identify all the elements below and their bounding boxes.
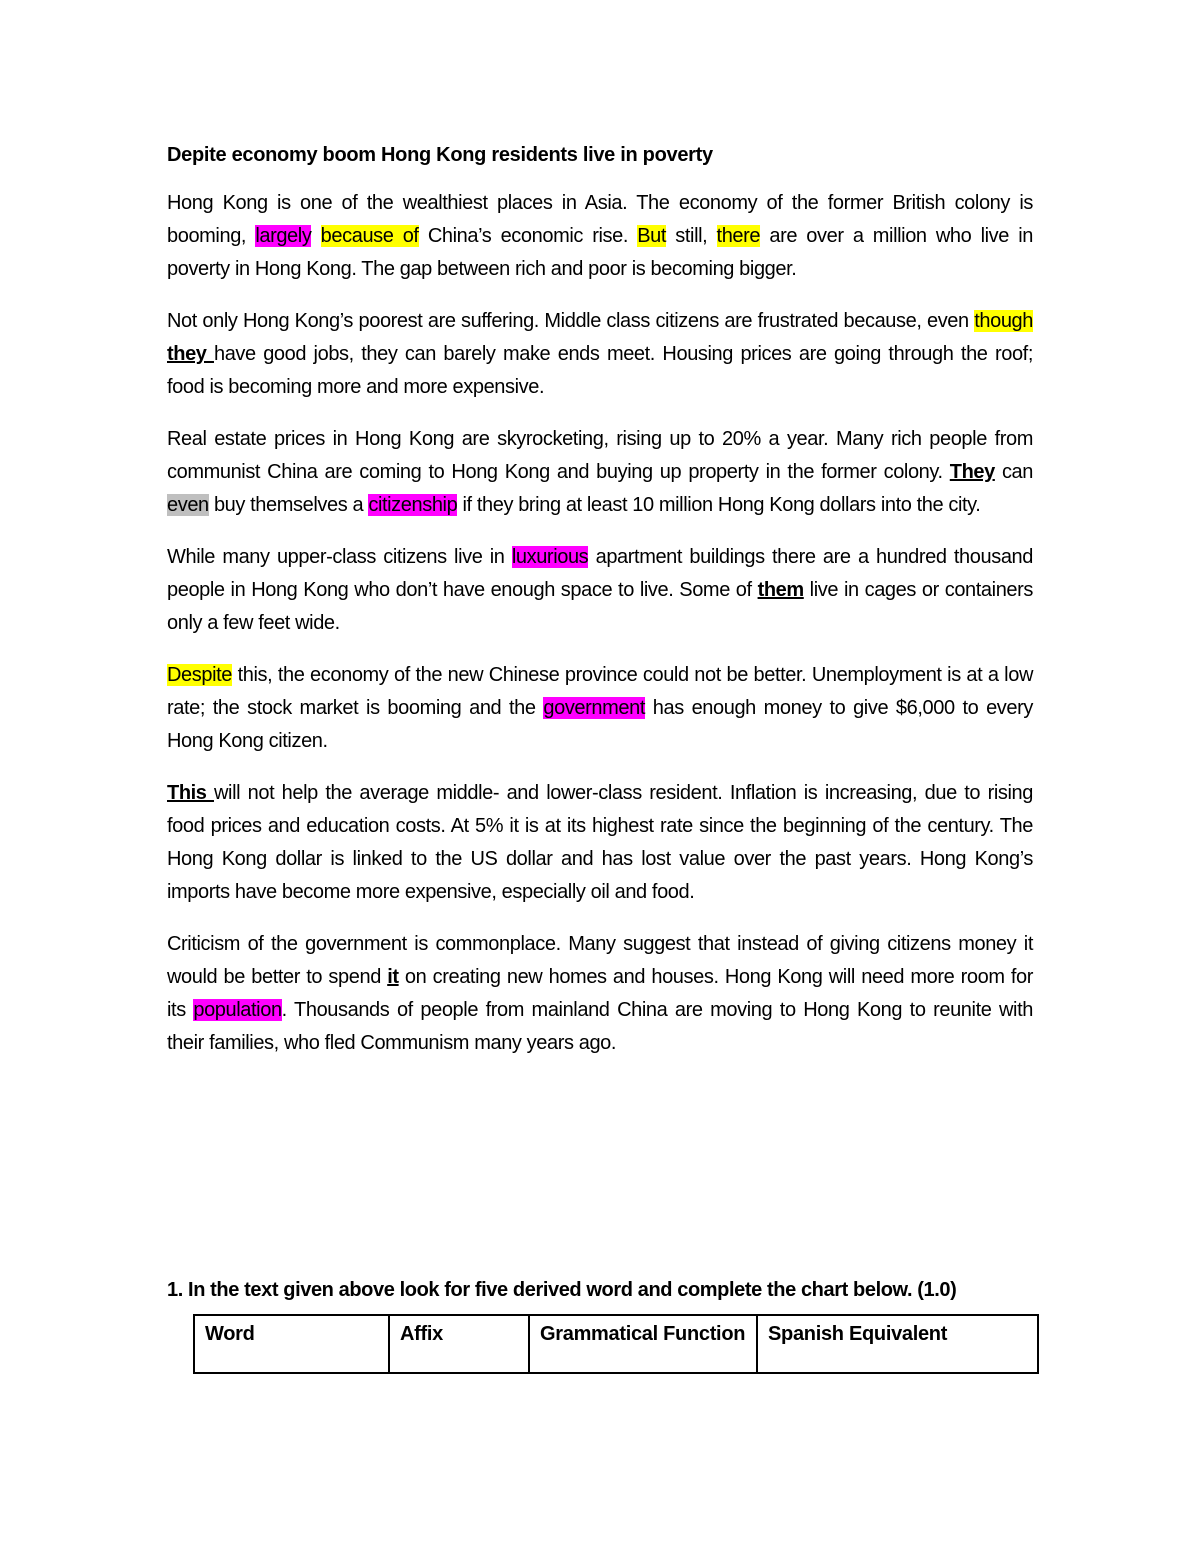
underlined-this: This (167, 782, 214, 804)
column-header-spanish-equivalent: Spanish Equivalent (757, 1315, 1038, 1373)
underlined-they-capital: They (949, 461, 995, 483)
paragraph-6: This will not help the average middle- and lower-class resident. Inflation is increasing, due to rising food prices and education costs. At 5% it is at its highest rate since the beginning of the century. The Hong Kong dollar is linked to the US dollar and has lost value over the past years. Hong Kong’s imports have become more expensive, especially oil and food. (167, 782, 1034, 903)
column-header-grammatical-function: Grammatical Function (529, 1315, 757, 1373)
table-header-row (194, 1315, 1038, 1373)
underlined-they: they (167, 343, 214, 365)
column-header-word: Word (194, 1315, 389, 1373)
highlight-population: population (193, 999, 282, 1021)
article-title: Depite economy boom Hong Kong residents live in poverty (167, 144, 713, 166)
paragraph-7: Criticism of the government is commonplace. Many suggest that instead of giving citizens money it would be better to spend it on creating new homes and houses. Hong Kong will need more room for its population. Thousands of people from mainland China are moving to Hong Kong to reunite with their families, who fled Communism many years ago. (167, 933, 1033, 1054)
paragraph-4: While many upper-class citizens live in luxurious apartment buildings there are a hundred thousand people in Hong Kong who don’t have enough space to live. Some of them live in cages or containers only a few feet wide. (167, 546, 1033, 634)
derived-words-table (193, 1314, 1039, 1374)
highlight-because-of: because of (320, 225, 419, 247)
paragraph-5: Despite this, the economy of the new Chinese province could not be better. Unemployment is at a low rate; the stock market is booming and the government has enough money to give $6,000 to every Hong Kong citizen. (167, 664, 1033, 752)
highlight-but: But (637, 225, 667, 247)
highlight-despite: Despite (167, 664, 233, 686)
highlight-even: even (167, 494, 209, 516)
exercise-question: 1. In the text given above look for five derived word and complete the chart below. (1.0) (167, 1279, 957, 1301)
highlight-government: government (543, 697, 646, 719)
paragraph-1: Hong Kong is one of the wealthiest places in Asia. The economy of the former British colony is booming, largely because of China’s economic rise. But still, there are over a million who live in poverty in Hong Kong. The gap between rich and poor is becoming bigger. (167, 192, 1033, 280)
highlight-largely: largely (255, 225, 312, 247)
paragraph-3: Real estate prices in Hong Kong are skyrocketing, rising up to 20% a year. Many rich people from communist China are coming to Hong Kong and buying up property in the former colony. They can even buy themselves a citizenship if they bring at least 10 million Hong Kong dollars into the city. (167, 428, 1033, 516)
underlined-them: them (757, 579, 804, 601)
highlight-there: there (716, 225, 761, 247)
paragraph-2: Not only Hong Kong’s poorest are suffering. Middle class citizens are frustrated because, even though they have good jobs, they can barely make ends meet. Housing prices are going through the roof; food is becoming more and more expensive. (167, 310, 1033, 398)
highlight-citizenship: citizenship (368, 494, 458, 516)
underlined-it: it (387, 966, 399, 988)
highlight-luxurious: luxurious (511, 546, 589, 568)
article (167, 139, 1033, 1079)
highlight-though: though (974, 310, 1033, 332)
column-header-affix: Affix (389, 1315, 529, 1373)
